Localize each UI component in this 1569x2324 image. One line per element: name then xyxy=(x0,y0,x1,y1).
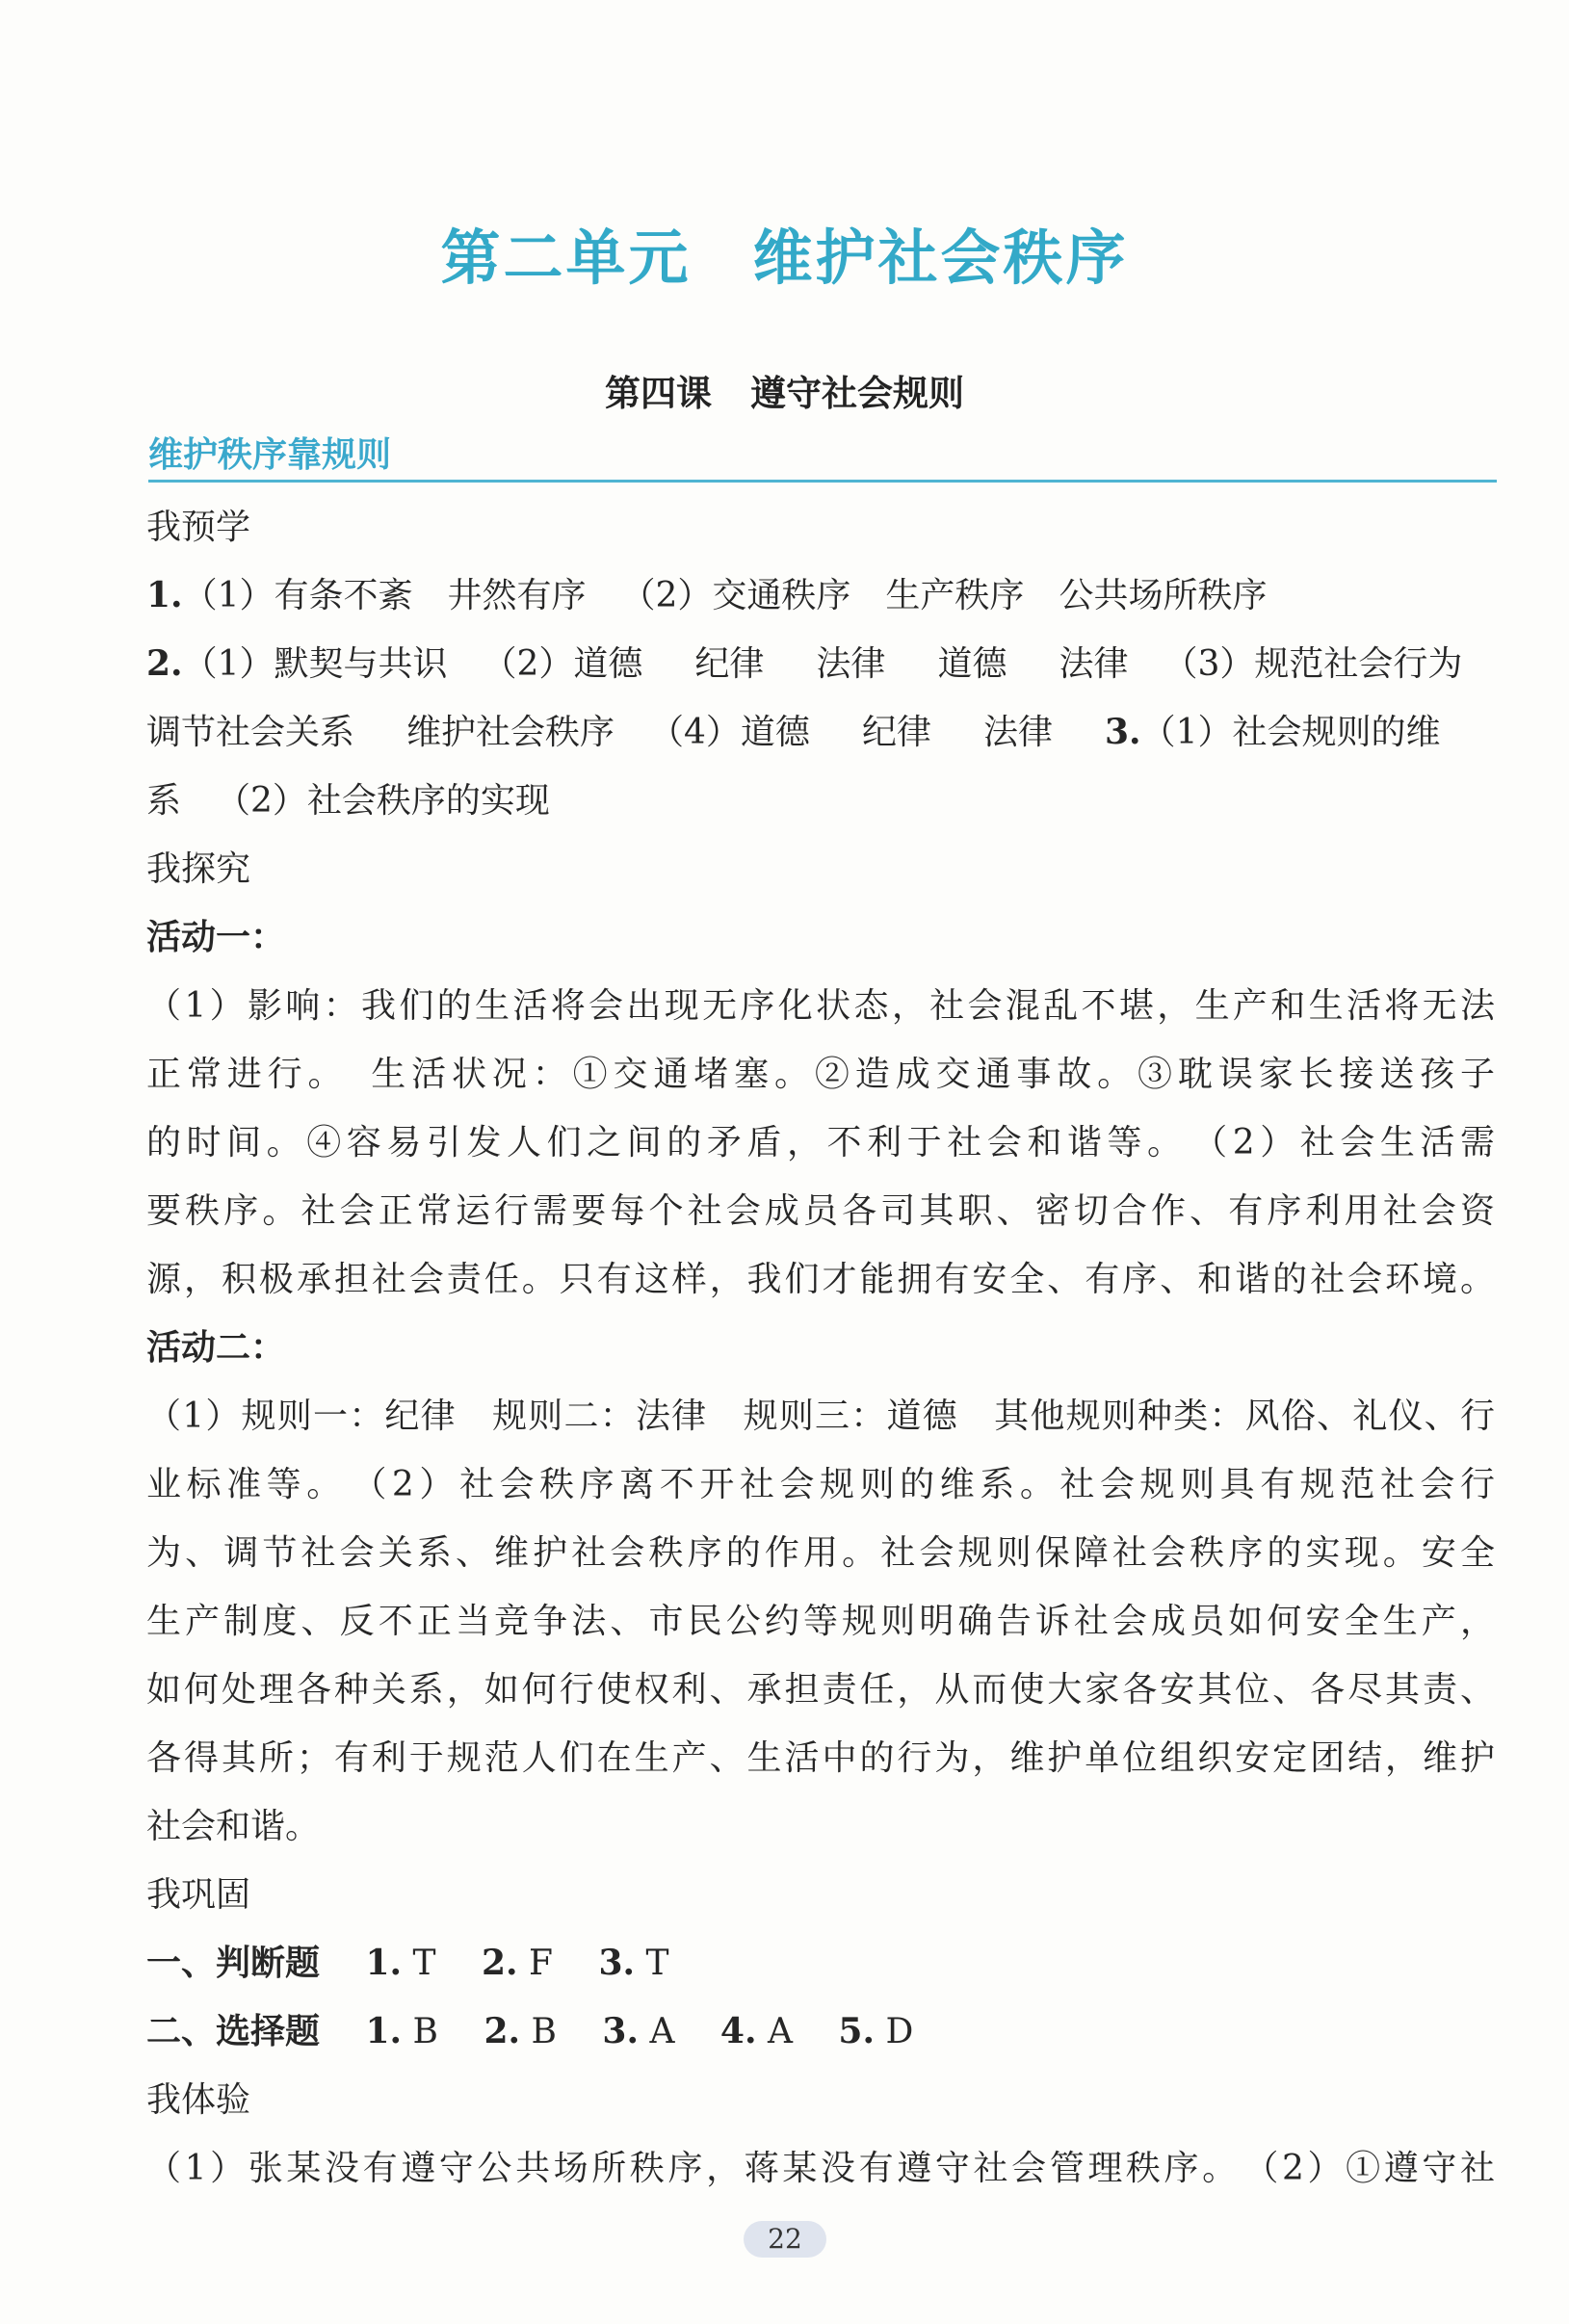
activity-1-line: 的时间。④容易引发人们之间的矛盾，不利于社会和谐等。 （2）社会生活需 xyxy=(146,1123,1495,1162)
preview-answer-1: 1.（1）有条不紊 井然有序 （2）交通秩序 生产秩序 公共场所秩序 xyxy=(146,575,1268,615)
activity-2-line: 生产制度、反不正当竞争法、市民公约等规则明确告诉社会成员如何安全生产， xyxy=(146,1602,1495,1641)
activity-2-title: 活动二： xyxy=(146,1328,286,1368)
activity-1-title: 活动一： xyxy=(146,918,286,957)
preview-answer-3-cont: 系 （2）社会秩序的实现 xyxy=(146,781,550,821)
lesson-name: 遵守社会规则 xyxy=(750,373,964,414)
unit-title xyxy=(0,210,1569,296)
unit-name: 维护社会秩序 xyxy=(752,222,1129,293)
activity-2-line: 业标准等。 （2）社会秩序离不开社会规则的维系。社会规则具有规范社会行 xyxy=(146,1465,1495,1504)
explore-heading: 我探究 xyxy=(146,849,251,889)
activity-2-line: 如何处理各种关系，如何行使权利、承担责任，从而使大家各安其位、各尽其责、 xyxy=(146,1670,1495,1710)
preview-heading: 我预学 xyxy=(146,508,251,547)
preview-answer-2-cont: 调节社会关系 维护社会秩序 （4）道德 纪律 法律 3.（1）社会规则的维 xyxy=(146,712,1441,752)
activity-1-line: （1）影响：我们的生活将会出现无序化状态，社会混乱不堪，生产和生活将无法 xyxy=(146,986,1495,1026)
section-heading xyxy=(148,431,1497,483)
lesson-number: 第四课 xyxy=(605,373,712,414)
choice-answers: 二、选择题 1. B 2. B 3. A 4. A 5. D xyxy=(146,2011,914,2051)
experience-line: （1）张某没有遵守公共场所秩序，蒋某没有遵守社会管理秩序。 （2）①遵守社 xyxy=(146,2149,1495,2188)
activity-2-line-last: 社会和谐。 xyxy=(146,1807,321,1846)
section-title: 维护秩序靠规则 xyxy=(148,435,392,475)
judgment-answers: 一、判断题 1. T 2. F 3. T xyxy=(146,1943,669,1983)
activity-1-line: 源，积极承担社会责任。只有这样，我们才能拥有安全、有序、和谐的社会环境。 xyxy=(146,1260,1495,1299)
lesson-title xyxy=(0,364,1569,416)
consolidate-heading: 我巩固 xyxy=(146,1875,251,1915)
activity-2-line: （1）规则一：纪律 规则二：法律 规则三：道德 其他规则种类：风俗、礼仪、行 xyxy=(146,1397,1495,1436)
activity-1-line: 正常进行。 生活状况：①交通堵塞。②造成交通事故。③耽误家长接送孩子 xyxy=(146,1055,1495,1094)
page-number: 22 xyxy=(744,2221,826,2258)
preview-answer-2: 2.（1）默契与共识 （2）道德 纪律 法律 道德 法律 （3）规范社会行为 xyxy=(146,643,1463,684)
activity-1-line: 要秩序。社会正常运行需要每个社会成员各司其职、密切合作、有序利用社会资 xyxy=(146,1191,1495,1231)
unit-number: 第二单元 xyxy=(440,222,692,293)
activity-2-line: 各得其所；有利于规范人们在生产、生活中的行为，维护单位组织安定团结，维护 xyxy=(146,1738,1495,1778)
activity-2-line: 为、调节社会关系、维护社会秩序的作用。社会规则保障社会秩序的实现。安全 xyxy=(146,1533,1495,1573)
page-content xyxy=(146,493,1495,2203)
experience-heading: 我体验 xyxy=(146,2080,251,2120)
